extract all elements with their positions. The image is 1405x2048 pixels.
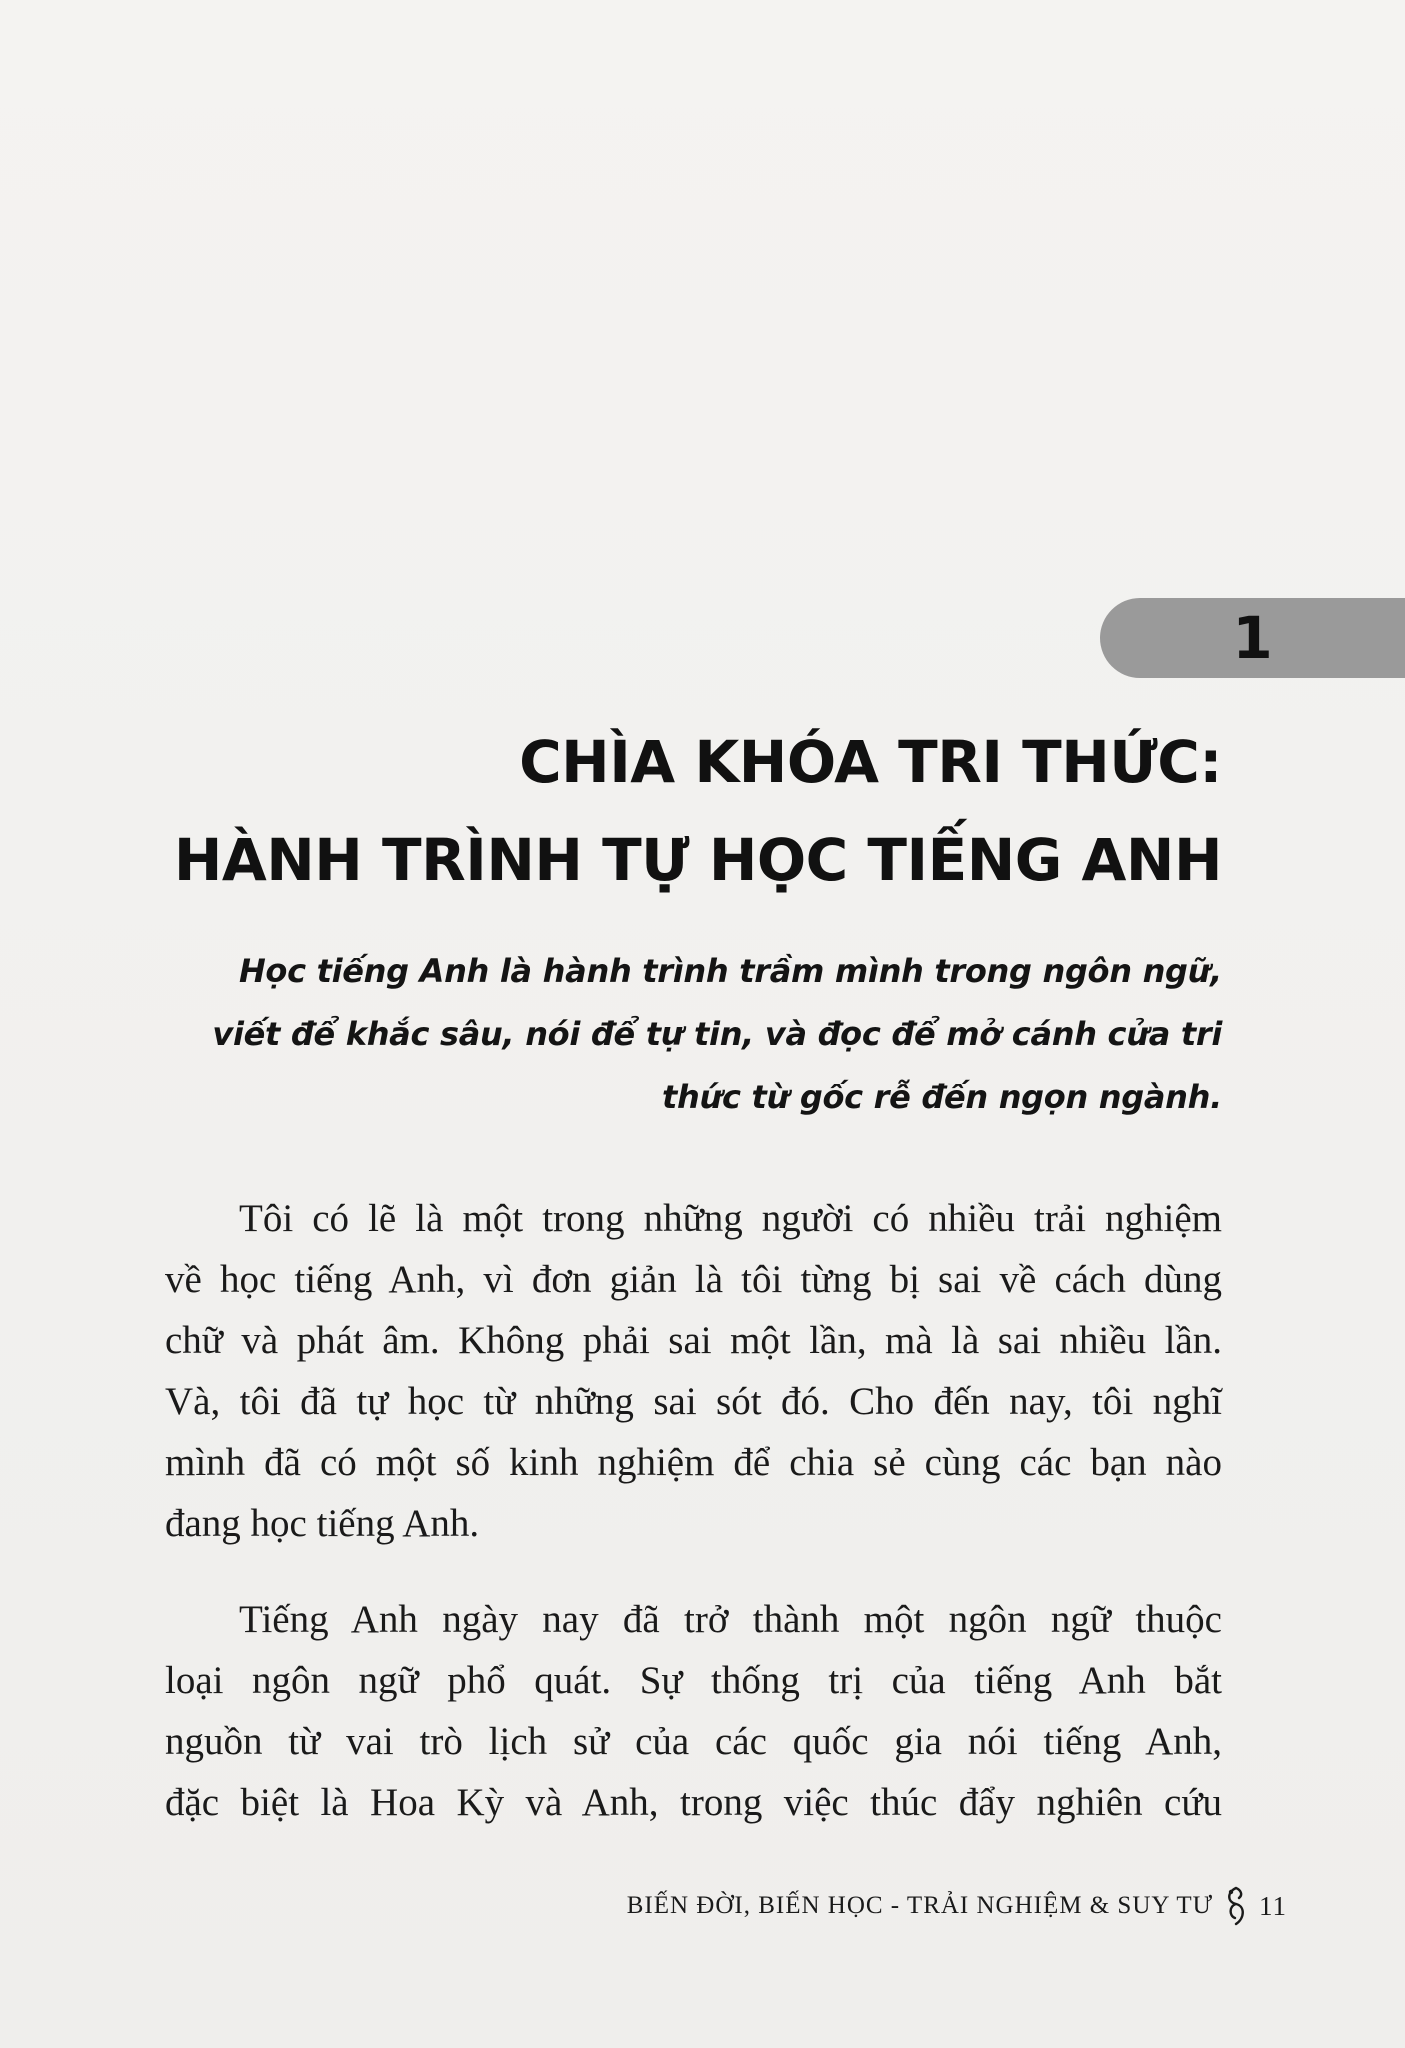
paragraph-1-line-3: chữ và phát âm. Không phải sai một lần, mà là sai nhiều lần. [165, 1319, 1222, 1362]
paragraph-1-line-5: mình đã có một số kinh nghiệm để chia sẻ cùng các bạn nào [165, 1441, 1222, 1484]
chapter-title [160, 713, 1222, 909]
paragraph-1-line-1: Tôi có lẽ là một trong những người có nhiều trải nghiệm [239, 1197, 1222, 1240]
page-number: 11 [1259, 1890, 1287, 1921]
chapter-title-line-1: CHÌA KHÓA TRI THỨC: [519, 728, 1222, 796]
running-title: BIẾN ĐỜI, BIẾN HỌC - TRẢI NGHIỆM & SUY TƯ [626, 1892, 1213, 1919]
chapter-number-tab [1100, 598, 1405, 678]
paragraph-1-line-2: về học tiếng Anh, vì đơn giản là tôi từng bị sai về cách dùng [165, 1258, 1222, 1301]
paragraph-2-line-4: đặc biệt là Hoa Kỳ và Anh, trong việc thúc đẩy nghiên cứu [165, 1781, 1222, 1824]
paragraph-1-line-4: Và, tôi đã tự học từ những sai sót đó. Cho đến nay, tôi nghĩ [165, 1380, 1222, 1423]
body-paragraph-1 [165, 1188, 1222, 1554]
chapter-epigraph [160, 940, 1222, 1129]
epigraph-line-1: Học tiếng Anh là hành trình trầm mình trong ngôn ngữ, [238, 952, 1222, 990]
page-footer [627, 1886, 1287, 1926]
body-paragraph-2 [165, 1589, 1222, 1833]
paragraph-1-line-6: đang học tiếng Anh. [165, 1502, 480, 1545]
paragraph-2-line-1: Tiếng Anh ngày nay đã trở thành một ngôn ngữ thuộc [239, 1598, 1222, 1641]
paragraph-2-line-3: nguồn từ vai trò lịch sử của các quốc gia nói tiếng Anh, [165, 1720, 1222, 1763]
epigraph-line-2: viết để khắc sâu, nói để tự tin, và đọc để mở cánh cửa tri [212, 1015, 1222, 1053]
epigraph-line-3: thức từ gốc rễ đến ngọn ngành. [662, 1078, 1222, 1116]
flourish-ornament-icon [1223, 1886, 1249, 1926]
chapter-number: 1 [1232, 604, 1273, 672]
paragraph-2-line-2: loại ngôn ngữ phổ quát. Sự thống trị của tiếng Anh bắt [165, 1659, 1222, 1702]
chapter-title-line-2: HÀNH TRÌNH TỰ HỌC TIẾNG ANH [173, 826, 1222, 894]
